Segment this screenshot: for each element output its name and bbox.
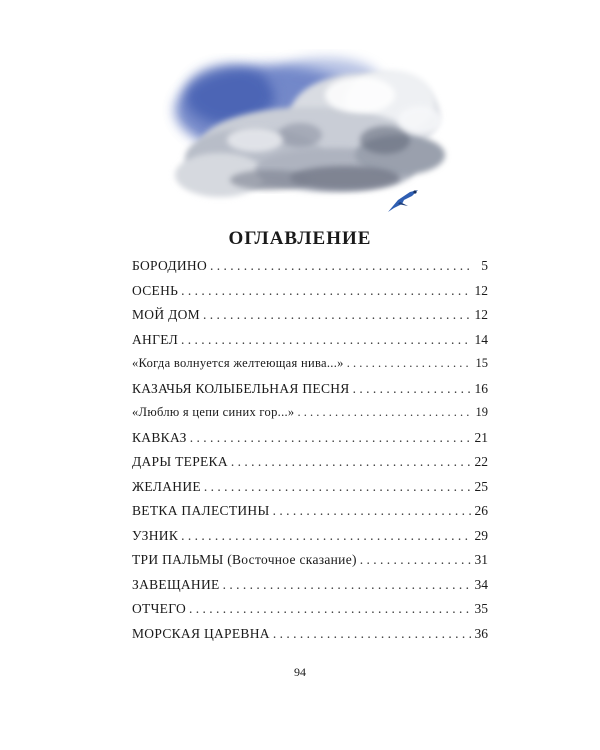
toc-entry-page: 16 [474,380,488,396]
toc-entry[interactable] [132,552,488,577]
toc-entry-page: 12 [474,307,488,322]
toc-entry-page: 29 [474,527,488,543]
toc-entry-title: БОРОДИНО [132,258,208,273]
toc-entry-page: 5 [481,258,488,273]
bird-icon [388,190,418,212]
toc-entry-title: ОТЧЕГО [132,601,187,616]
toc-dot-leader [181,332,471,348]
toc-dot-leader [210,258,471,274]
toc-dot-leader [273,503,471,519]
toc-entry[interactable] [132,356,488,381]
toc-entry-page: 12 [474,282,488,298]
toc-entry-title: УЗНИК [132,527,179,543]
toc-entry-page: 21 [474,429,488,445]
toc-entry[interactable] [132,528,488,553]
toc-entry-title: «Люблю я цепи синих гор...» [132,405,295,419]
page-title: ОГЛАВЛЕНИЕ [228,228,372,249]
toc-entry-title: ЗАВЕЩАНИЕ [132,576,220,592]
toc-entry-title: ТРИ ПАЛЬМЫ (Восточное сказание) [132,552,357,567]
cloud-watercolor-image [160,40,470,230]
page-number: 94 [294,665,306,679]
toc-entry-title: ЖЕЛАНИЕ [132,478,201,494]
toc-entry-title: МОЙ ДОМ [132,307,200,322]
toc-entry[interactable] [132,381,488,406]
toc-entry-page: 15 [475,356,488,370]
toc-entry[interactable] [132,479,488,504]
toc-entry[interactable] [132,601,488,626]
toc-entry-title: МОРСКАЯ ЦАРЕВНА [132,625,270,641]
toc-entry[interactable] [132,332,488,357]
toc-entry-page: 19 [475,405,488,419]
toc-dot-leader [353,381,471,397]
toc-entry-title: ВЕТКА ПАЛЕСТИНЫ [132,503,270,518]
toc-entry[interactable] [132,430,488,455]
toc-entry-title: ДАРЫ ТЕРЕКА [132,454,228,469]
cloud-illustration [160,40,470,230]
toc-entry-title: «Когда волнуется желтеющая нива...» [132,356,344,370]
table-of-contents [132,258,488,650]
toc-entry-title: АНГЕЛ [132,331,179,347]
toc-dot-leader [273,626,471,642]
toc-entry-title: ОСЕНЬ [132,282,179,298]
toc-entry-page: 36 [474,625,488,641]
toc-entry-title: КАЗАЧЬЯ КОЛЫБЕЛЬНАЯ ПЕСНЯ [132,380,350,396]
toc-dot-leader [204,479,471,495]
toc-dot-leader [223,577,471,593]
toc-entry-page: 34 [474,576,488,592]
toc-dot-leader [181,283,471,299]
toc-dot-leader [297,405,471,420]
toc-dot-leader [181,528,471,544]
toc-entry[interactable] [132,283,488,308]
toc-entry-page: 22 [474,454,488,469]
toc-entry-title: КАВКАЗ [132,429,187,445]
toc-dot-leader [189,601,471,617]
toc-entry[interactable] [132,405,488,430]
toc-entry-page: 31 [474,552,488,567]
toc-entry[interactable] [132,258,488,283]
toc-dot-leader [190,430,471,446]
toc-dot-leader [231,454,471,470]
toc-dot-leader [360,552,471,568]
toc-entry[interactable] [132,503,488,528]
toc-entry-page: 14 [474,331,488,347]
toc-entry-page: 26 [474,503,488,518]
toc-dot-leader [203,307,471,323]
toc-entry[interactable] [132,626,488,651]
toc-dot-leader [347,356,471,371]
toc-entry-page: 35 [474,601,488,616]
toc-entry[interactable] [132,307,488,332]
toc-entry[interactable] [132,577,488,602]
toc-entry[interactable] [132,454,488,479]
toc-entry-page: 25 [474,478,488,494]
